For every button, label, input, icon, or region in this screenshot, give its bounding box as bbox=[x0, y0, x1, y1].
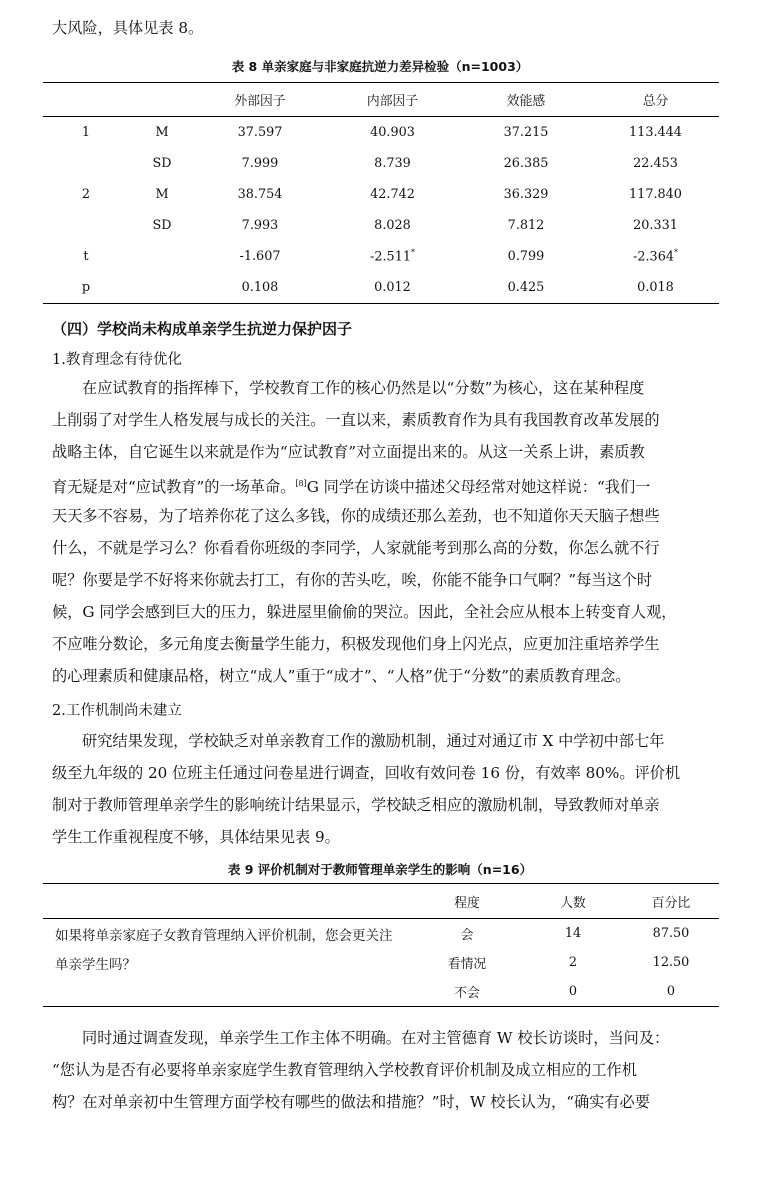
table-cell: 117.840 bbox=[629, 187, 682, 202]
paragraph-line: 不应唯分数论，多元角度去衡量学生能力，积极发现他们身上闪光点，应更加注重培养学生 bbox=[52, 635, 660, 653]
table-cell: 87.50 bbox=[652, 926, 690, 941]
table-cell: 36.329 bbox=[503, 187, 549, 202]
row-group bbox=[43, 210, 129, 241]
table-cell: 40.903 bbox=[370, 125, 415, 140]
intro-line: 大风险，具体见表 8。 bbox=[52, 19, 204, 37]
table8-header: 内部因子 bbox=[325, 83, 460, 117]
table-row bbox=[43, 977, 719, 1007]
table8-header: 外部因子 bbox=[195, 83, 325, 117]
row-stat bbox=[129, 272, 195, 304]
table-cell: 14 bbox=[564, 926, 582, 941]
paragraph-line: 候，G 同学会感到巨大的压力，躲进屋里偷偷的哭泣。因此，全社会应从根本上转变育人观， bbox=[52, 603, 677, 621]
table-cell: 0 bbox=[568, 984, 578, 999]
paragraph-line: 构？在对单亲初中生管理方面学校有哪些的做法和措施？”时，W 校长认为，“确实有必要 bbox=[52, 1093, 650, 1111]
table-cell: 会 bbox=[460, 928, 474, 943]
table-cell: 看情况 bbox=[447, 957, 487, 972]
table8-caption: 表 8 单亲家庭与非家庭抗逆力差异检验（n=1003） bbox=[231, 59, 529, 74]
paragraph-line: 在应试教育的指挥棒下，学校教育工作的核心仍然是以“分数”为核心，这在某种程度 bbox=[82, 379, 645, 397]
table8-header: 效能感 bbox=[460, 83, 592, 117]
paragraph-line: “您认为是否有必要将单亲家庭学生教育管理纳入学校教育评价机制及成立相应的工作机 bbox=[52, 1061, 637, 1079]
row-group bbox=[43, 148, 129, 179]
table-cell: 8.739 bbox=[374, 156, 411, 171]
paragraph-line: 什么，不就是学习么？你看看你班级的李同学，人家就能考到那么高的分数，你怎么就不行 bbox=[52, 539, 660, 557]
significance-star: * bbox=[410, 248, 415, 258]
table-row bbox=[43, 179, 719, 210]
paragraph-line bbox=[52, 474, 720, 497]
significance-star: * bbox=[673, 248, 678, 258]
subsection-heading-1: 1.教育理念有待优化 bbox=[52, 352, 182, 368]
paragraph-line: 的心理素质和健康品格，树立“成人”重于“成才”、“人格”优于“分数”的素质教育理念。 bbox=[52, 667, 631, 685]
table9-header: 程度 bbox=[411, 884, 523, 919]
paragraph-line: 级至九年级的 20 位班主任通过问卷星进行调查，回收有效问卷 16 份，有效率 80%。评价机 bbox=[52, 764, 681, 782]
table-cell: 42.742 bbox=[370, 187, 415, 202]
table-cell: 37.597 bbox=[237, 125, 283, 140]
subsection-heading-2: 2.工作机制尚未建立 bbox=[52, 703, 182, 719]
question-line: 单亲学生吗？ bbox=[55, 956, 136, 973]
table-row bbox=[43, 117, 719, 149]
table-cell: -1.607 bbox=[239, 249, 281, 264]
table-cell: 8.028 bbox=[374, 218, 411, 233]
row-stat: SD bbox=[152, 218, 172, 233]
paragraph-line: 制对于教师管理单亲学生的影响统计结果显示，学校缺乏相应的激励机制，导致教师对单亲 bbox=[52, 796, 660, 814]
row-stat: M bbox=[155, 187, 169, 202]
row-group: t bbox=[83, 249, 89, 264]
table-cell: 7.812 bbox=[507, 218, 545, 233]
table-cell: 0.799 bbox=[507, 249, 545, 264]
paragraph-line: 天天多不容易，为了培养你花了这么多钱，你的成绩还那么差劲，也不知道你天天脑子想些 bbox=[52, 507, 660, 525]
table9 bbox=[43, 883, 719, 1007]
table-cell: 不会 bbox=[454, 986, 480, 1001]
cell-value: -2.364 bbox=[633, 249, 674, 265]
row-stat: M bbox=[155, 125, 169, 140]
table9-header: 人数 bbox=[523, 884, 623, 919]
table8 bbox=[43, 82, 719, 304]
line-text: G 同学在访谈中描述父母经常对她这样说：“我们一 bbox=[306, 478, 651, 497]
paragraph-line: 呢？你要是学不好将来你就去打工，有你的苦头吃，唉，你能不能争口气啊？”每当这个时 bbox=[52, 571, 653, 589]
section-heading: （四）学校尚未构成单亲学生抗逆力保护因子 bbox=[52, 320, 353, 338]
table-row bbox=[43, 241, 719, 272]
table-row bbox=[43, 210, 719, 241]
table-cell: 2 bbox=[568, 955, 578, 970]
table-cell: 20.331 bbox=[633, 218, 678, 233]
paragraph-line: 战略主体，自它诞生以来就是作为“应试教育”对立面提出来的。从这一关系上讲，素质教 bbox=[52, 443, 645, 461]
table-cell: 0 bbox=[666, 984, 676, 999]
table-cell: 0.108 bbox=[241, 280, 279, 295]
table-row bbox=[43, 272, 719, 304]
table8-header-row bbox=[43, 83, 719, 117]
table-cell: 26.385 bbox=[503, 156, 549, 171]
table-cell: 12.50 bbox=[652, 955, 690, 970]
cell-value: -2.511 bbox=[370, 249, 411, 265]
table-cell: 0.018 bbox=[637, 280, 674, 295]
paragraph-line: 学生工作重视程度不够，具体结果见表 9。 bbox=[52, 828, 340, 846]
question-line: 如果将单亲家庭子女教育管理纳入评价机制，您会更关注 bbox=[55, 927, 393, 944]
table9-header: 百分比 bbox=[623, 884, 719, 919]
table8-header: 总分 bbox=[592, 83, 719, 117]
paragraph-line: 同时通过调查发现，单亲学生工作主体不明确。在对主管德育 W 校长访谈时，当问及： bbox=[82, 1029, 670, 1047]
table-row bbox=[43, 948, 719, 977]
table-row bbox=[43, 919, 719, 949]
table-row bbox=[43, 148, 719, 179]
row-group: p bbox=[81, 280, 91, 295]
table-cell: 0.012 bbox=[374, 280, 411, 295]
citation: [8] bbox=[295, 479, 307, 488]
paragraph-line: 上削弱了对学生人格发展与成长的关注。一直以来，素质教育作为具有我国教育改革发展的 bbox=[52, 411, 660, 429]
table-cell bbox=[592, 241, 719, 272]
row-group: 2 bbox=[81, 187, 91, 202]
table9-caption: 表 9 评价机制对于教师管理单亲学生的影响（n=16） bbox=[227, 862, 533, 877]
table-cell: 7.993 bbox=[241, 218, 279, 233]
table-cell: 7.999 bbox=[241, 156, 279, 171]
table-cell bbox=[325, 241, 460, 272]
paragraph-line: 研究结果发现，学校缺乏对单亲教育工作的激励机制，通过对通辽市 X 中学初中部七年 bbox=[82, 732, 665, 750]
line-text: 育无疑是对“应试教育”的一场革命。 bbox=[52, 478, 296, 497]
table-cell: 113.444 bbox=[629, 125, 682, 140]
table-cell: 0.425 bbox=[507, 280, 545, 295]
question-cell-empty bbox=[43, 977, 411, 1007]
table9-header-row bbox=[43, 884, 719, 919]
table-cell: 38.754 bbox=[237, 187, 283, 202]
row-stat bbox=[129, 241, 195, 272]
row-group: 1 bbox=[81, 125, 91, 140]
table-cell: 37.215 bbox=[503, 125, 549, 140]
row-stat: SD bbox=[152, 156, 172, 171]
table-cell: 22.453 bbox=[633, 156, 678, 171]
